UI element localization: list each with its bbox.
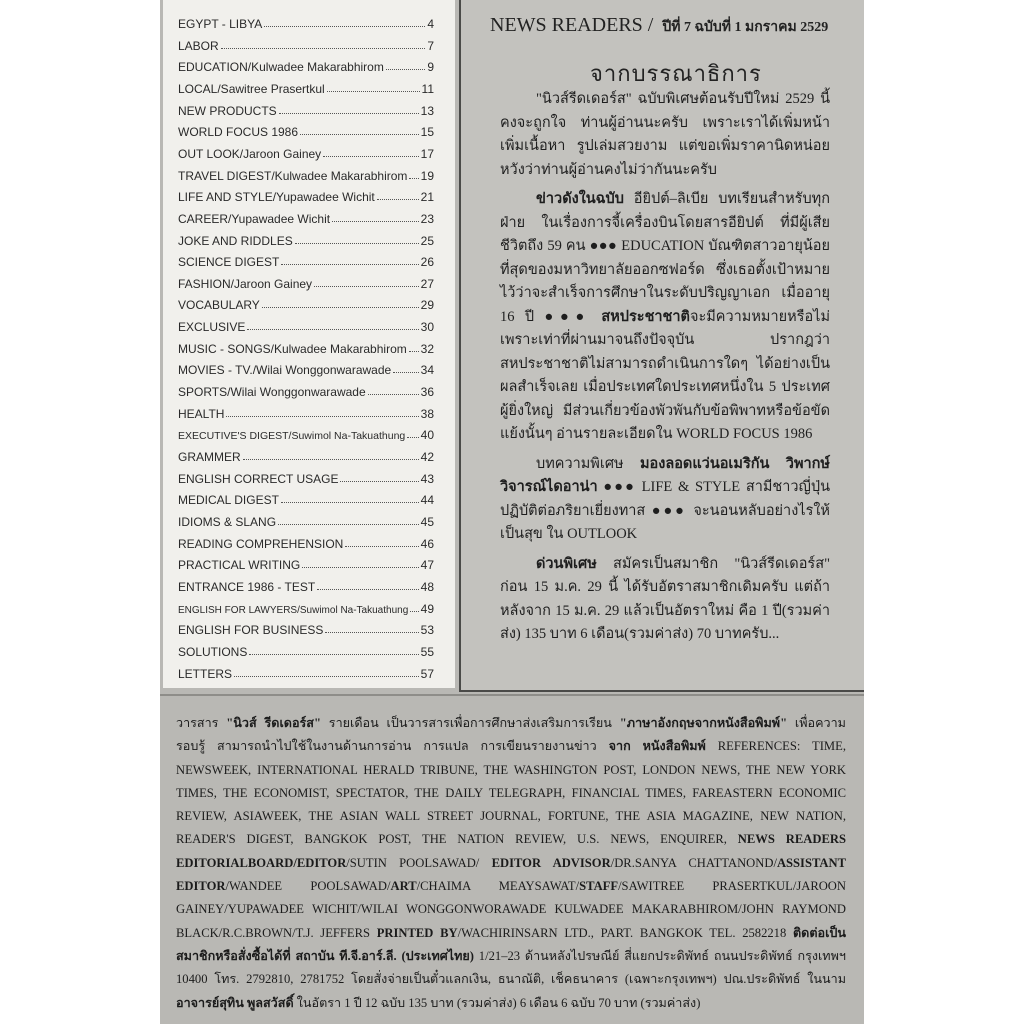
toc-leader-dots (278, 524, 419, 525)
toc-entry (178, 596, 434, 616)
toc-entry-page: 32 (420, 341, 434, 356)
toc-entry-page: 21 (420, 190, 434, 205)
editorial-bold: มองลอดแว่นอเมริกัน วิพากษ์วิจารณ์ไดอาน่า (500, 455, 830, 495)
toc-entry (178, 228, 434, 248)
toc-leader-dots (262, 307, 419, 308)
toc-entry-title: OUT LOOK/Jaroon Gainey (178, 146, 322, 161)
toc-leader-dots (386, 69, 425, 70)
toc-entry (178, 487, 434, 507)
toc-entry-title: VOCABULARY (178, 298, 260, 313)
editorial-text: ●●● LIFE & STYLE สามีชาวญี่ปุ่นปฏิบัติต่อภริยาเยี่ยงทาส ●●● จะนอนหลับอย่างไรให้เป็นสุข ใน OUTLOOK (500, 479, 830, 542)
toc-entry (178, 141, 434, 161)
toc-entry-page: 55 (420, 644, 434, 659)
toc-entry-title: EGYPT - LIBYA (178, 17, 263, 31)
toc-entry (178, 249, 434, 269)
colophon-text: วารสาร (176, 716, 227, 730)
toc-entry-page: 13 (420, 103, 434, 118)
toc-leader-dots (409, 178, 418, 179)
section-divider (160, 694, 864, 696)
toc-leader-dots (302, 567, 418, 568)
toc-leader-dots (234, 676, 419, 677)
editorial-paragraph (500, 453, 830, 547)
editorial-paragraph (500, 188, 830, 447)
toc-entry-page: 23 (420, 211, 434, 226)
toc-entry-page: 49 (420, 601, 434, 616)
toc-entry (178, 33, 434, 53)
colophon-text: เพื่อความรอบรู้ สามารถนำไปใช้ในงานด้านการอ่าน การแปล การเขียนรายงานข่าว (176, 716, 846, 754)
toc-leader-dots (279, 113, 419, 114)
toc-entry-title: READING COMPREHENSION (178, 536, 344, 551)
issue-date: ปีที่ 7 ฉบับที่ 1 มกราคม 2529 (662, 20, 829, 35)
masthead: NEWS READERS (490, 14, 643, 36)
toc-entry-title: SOLUTIONS (178, 644, 248, 659)
toc-entry-title: IDIOMS & SLANG (178, 514, 277, 529)
colophon-bold: ติดต่อเป็นสมาชิกหรือสั่งซื้อได้ที่ สถาบัน ที.จี.อาร์.ลี. (ประเทศไทย) (176, 925, 846, 963)
toc-entry-title: ENTRANCE 1986 - TEST (178, 579, 316, 594)
toc-entry-page: 57 (420, 666, 434, 681)
toc-entry-page: 19 (420, 168, 434, 183)
editorial-text: "นิวส์รีดเดอร์ส" ฉบับพิเศษต้อนรับปีใหม่ 2529 นี้ คงจะถูกใจ ท่านผู้อ่านนะครับ เพราะเราได้เพิ่มหน้า เพิ่มเนื้อหา รูปเล่มสวยงาม แต่ขอเพิ่มราคานิดหน่อย หวังว่าท่านผู้อ่านคงไม่ว่ากันนะครับ (500, 91, 830, 178)
toc-leader-dots (243, 459, 419, 460)
toc-entry-title: EXECUTIVE'S DIGEST/Suwimol Na-Takuathung (178, 430, 406, 443)
toc-entry (178, 444, 434, 464)
toc-entry (178, 509, 434, 529)
toc-entry-title: SPORTS/Wilai Wonggonwarawade (178, 385, 366, 400)
toc-entry-page: 44 (420, 493, 434, 508)
toc-leader-dots (281, 264, 418, 265)
colophon-bold: ASSISTANT EDITOR (176, 855, 847, 894)
toc-leader-dots (407, 437, 418, 438)
toc-entry-title: MUSIC - SONGS/Kulwadee Makarabhirom (178, 341, 407, 356)
toc-entry-title: LIFE AND STYLE/Yupawadee Wichit (178, 190, 375, 205)
toc-entry (178, 466, 434, 486)
toc-leader-dots (377, 199, 419, 200)
toc-entry-page: 36 (420, 385, 434, 400)
masthead-separator: / (647, 14, 654, 36)
toc-entry (178, 119, 434, 139)
toc-leader-dots (409, 351, 419, 352)
toc-leader-dots (264, 26, 425, 27)
toc-entry-title: WORLD FOCUS 1986 (178, 125, 299, 140)
toc-leader-dots (295, 243, 419, 244)
toc-entry-title: GRAMMER (178, 450, 241, 464)
toc-entry-title: EXCLUSIVE (178, 320, 246, 335)
colophon-text: /WANDEE POOLSAWAD/ (225, 879, 391, 894)
toc-entry-title: TRAVEL DIGEST/Kulwadee Makarabhirom (178, 168, 408, 183)
toc-entry (178, 98, 434, 118)
toc-entry-title: LOCAL/Sawitree Prasertkul (178, 81, 325, 96)
colophon-text: /WACHIRINSARN LTD., PART. BANGKOK TEL. 2582218 (457, 925, 793, 940)
toc-entry-page: 7 (427, 38, 434, 53)
toc-entry-page: 47 (420, 558, 434, 573)
editorial-text: บทความพิเศษ (536, 455, 640, 472)
toc-entry (178, 379, 434, 399)
toc-leader-dots (393, 372, 418, 373)
toc-entry-title: HEALTH (178, 406, 225, 421)
toc-entry (178, 292, 434, 312)
toc-leader-dots (327, 91, 420, 92)
toc-entry (178, 357, 434, 377)
colophon-text: ในอัตรา 1 ปี 12 ฉบับ 135 บาท (รวมค่าส่ง) 6 เดือน 6 ฉบับ 70 บาท (รวมค่าส่ง) (293, 995, 701, 1010)
colophon-bold: "ภาษาอังกฤษจากหนังสือพิมพ์" (619, 716, 788, 730)
toc-entry (178, 639, 434, 659)
colophon-bold: STAFF (579, 879, 619, 894)
toc-entry-page: 9 (427, 60, 434, 75)
toc-entry-page: 45 (420, 514, 434, 529)
editorial-body (500, 88, 830, 653)
toc-entry-title: ENGLISH FOR BUSINESS (178, 623, 324, 638)
toc-leader-dots (300, 134, 419, 135)
toc-entry-title: LABOR (178, 38, 219, 53)
toc-entry (178, 574, 434, 594)
colophon-bold: ART (390, 879, 417, 894)
editorial-bold: ด่วนพิเศษ (536, 555, 597, 572)
toc-entry (178, 531, 434, 551)
toc-entry-title: MOVIES - TV./Wilai Wonggonwarawade (178, 363, 392, 378)
toc-entry-title: NEW PRODUCTS (178, 103, 277, 118)
toc-entry-page: 4 (427, 17, 434, 31)
toc-entry-title: EDUCATION/Kulwadee Makarabhirom (178, 60, 384, 75)
toc-leader-dots (368, 394, 419, 395)
toc-leader-dots (323, 156, 418, 157)
colophon-bold: NEWS READERS EDITORIALBOARD/EDITOR (176, 832, 846, 870)
toc-leader-dots (247, 329, 418, 330)
masthead-line (490, 14, 828, 38)
toc-entry (178, 163, 434, 183)
toc-entry-page: 46 (420, 536, 434, 551)
colophon-bold: EDITOR ADVISOR (491, 855, 611, 870)
colophon-bold: "นิวส์ รีดเดอร์ส" (226, 716, 321, 730)
toc-entry-page: 30 (420, 320, 434, 335)
toc-entry-page: 34 (420, 363, 434, 378)
toc-entry-page: 42 (420, 450, 434, 464)
toc-entry-page: 25 (420, 233, 434, 248)
colophon-text: 1/21–23 ด้านหลังไปรษณีย์ สี่แยกประดิพัทธ์ ถนนประดิพัทธ์ กรุงเทพฯ 10400 โทร. 2792810, 2781752 โดยสั่งจ่ายเป็นตั๋วแลกเงิน, ธนาณัติ, เช็คธนาคาร (เฉพาะกรุงเทพฯ) ปณ.ประดิพัทธ์ ในนาม (176, 948, 846, 987)
toc-entry-page: 48 (420, 579, 434, 594)
toc-leader-dots (221, 48, 426, 49)
toc-leader-dots (317, 589, 418, 590)
toc-entry (178, 271, 434, 291)
toc-entry (178, 184, 434, 204)
toc-leader-dots (281, 502, 419, 503)
editorial-text: สมัครเป็นสมาชิก "นิวส์รีดเดอร์ส" ก่อน 15 ม.ค. 29 นี้ ได้รับอัตราสมาชิกเดิมครับ แต่ถ้าหลังจาก 15 ม.ค. 29 แล้วเป็นอัตราใหม่ คือ 1 ปี(รวมค่าส่ง) 135 บาท 6 เดือน(รวมค่าส่ง) 70 บาทครับ... (500, 555, 830, 642)
toc-entry-title: ENGLISH FOR LAWYERS/Suwimol Na-Takuathung (178, 604, 409, 616)
toc-entry (178, 422, 434, 442)
editorial-bold: ข่าวดังในฉบับ (536, 191, 624, 207)
toc-entry (178, 54, 434, 74)
toc-entry-page: 38 (420, 406, 434, 421)
editorial-paragraph (500, 88, 830, 182)
toc-entry (178, 76, 434, 96)
toc-leader-dots (249, 654, 418, 655)
toc-leader-dots (332, 221, 419, 222)
toc-entry-title: ENGLISH CORRECT USAGE (178, 471, 339, 486)
toc-leader-dots (314, 286, 419, 287)
toc-entry (178, 661, 434, 681)
editorial-bold: สหประชาชาติ (601, 308, 690, 325)
toc-entry-page: 53 (420, 623, 434, 638)
colophon-text: REFERENCES: TIME, NEWSWEEK, INTERNATIONAL HERALD TRIBUNE, THE WASHINGTON POST, LONDON NEWS, THE NEW YORK TIMES, THE ECONOMIST, SPECTATOR, THE DAILY TELEGRAPH, FINANCIAL TIMES, FAREASTERN ECONOMIC REVIEW, ASIAWEEK, THE ASIAN WALL STREET JOURNAL, FORTUNE, THE ASIA MAGAZINE, NEW NATION, READER'S DIGEST, BANGKOK POST, THE NATION REVIEW, U.S. NEWS, ENQUIRER, (176, 739, 846, 847)
editorial-paragraph (500, 553, 830, 647)
colophon (176, 712, 846, 1015)
colophon-bold: PRINTED BY (376, 925, 458, 940)
toc-entry-page: 15 (420, 125, 434, 140)
toc-leader-dots (345, 546, 418, 547)
toc-leader-dots (340, 481, 418, 482)
toc-entry (178, 314, 434, 334)
toc-entry-page: 11 (421, 81, 434, 96)
toc-entry-title: LETTERS (178, 666, 233, 681)
toc-entry-page: 26 (420, 255, 434, 270)
colophon-text: รายเดือน เป็นวารสารเพื่อการศึกษาส่งเสริมการเรียน (320, 716, 620, 730)
toc-entry (178, 11, 434, 31)
toc-entry (178, 336, 434, 356)
toc-entry-page: 40 (420, 428, 434, 443)
colophon-text: /CHAIMA MEAYSAWAT/ (416, 879, 580, 894)
toc-entry-title: JOKE AND RIDDLES (178, 233, 293, 248)
toc-entry-page: 27 (420, 276, 434, 291)
toc-entry-title: SCIENCE DIGEST (178, 255, 280, 270)
toc-entry (178, 552, 434, 572)
toc-leader-dots (410, 611, 418, 612)
toc-leader-dots (325, 632, 418, 633)
editorial-text: อียิปต์–ลิเบีย บทเรียนสำหรับทุกฝ่าย ในเรื่องการจี้เครื่องบินโดยสารอียิปต์ ที่มีผู้เสียชีวิตถึง 59 คน ●●● EDUCATION บัณฑิตสาวอายุน้อยที่สุดของมหาวิทยาลัยออกซฟอร์ด ซึ่งเธอตั้งเป้าหมายไว้ว่าจะสำเร็จการศึกษาในระดับปริญญาเอก เมื่ออายุ 16 ปี ●●● (500, 191, 830, 325)
toc-entry-title: CAREER/Yupawadee Wichit (178, 211, 331, 226)
colophon-bold: อาจารย์สุทิน พูลสวัสดิ์ (176, 995, 294, 1010)
toc-entry (178, 401, 434, 421)
colophon-text: /SAWITREE PRASERTKUL/JAROON GAINEY/YUPAWADEE WICHIT/WILAI WONGGONWORAWADE KULWADEE MAKARABHIROM/JOHN RAYMOND BLACK/R.C.BROWN/T.J. JEFFERS (176, 879, 846, 940)
toc-entry (178, 206, 434, 226)
toc-entry-page: 17 (420, 146, 434, 161)
toc-entry-page: 29 (420, 298, 434, 313)
toc-entry (178, 617, 434, 637)
toc-entry-title: MEDICAL DIGEST (178, 493, 279, 508)
toc-entry-page: 43 (420, 471, 434, 486)
colophon-bold: จาก หนังสือพิมพ์ (608, 739, 706, 754)
toc-entry-title: FASHION/Jaroon Gainey (178, 276, 313, 291)
editorial-title: จากบรรณาธิการ (590, 61, 762, 86)
colophon-text: /SUTIN POOLSAWAD/ (346, 855, 492, 870)
toc-leader-dots (226, 416, 418, 417)
toc-entry-title: PRACTICAL WRITING (178, 558, 301, 573)
editorial-text: จะมีความหมายหรือไม่ เพราะเท่าที่ผ่านมาจนถึงปัจจุบัน ปรากฎว่าสหประชาชาติไม่สามารถดำเนินการใดๆ ได้อย่างเป็นผลสำเร็จเลย เมื่อประเทศใดประเทศหนึ่งใน 5 ประเทศผู้ยิ่งใหญ่ มีส่วนเกี่ยวข้องพัวพันกับข้อพิพาทหรือข้อขัดแย้งนั้นๆ อ่านรายละเอียดใน WORLD FOCUS 1986 (500, 308, 830, 442)
colophon-text: /DR.SANYA CHATTANOND/ (610, 855, 777, 870)
